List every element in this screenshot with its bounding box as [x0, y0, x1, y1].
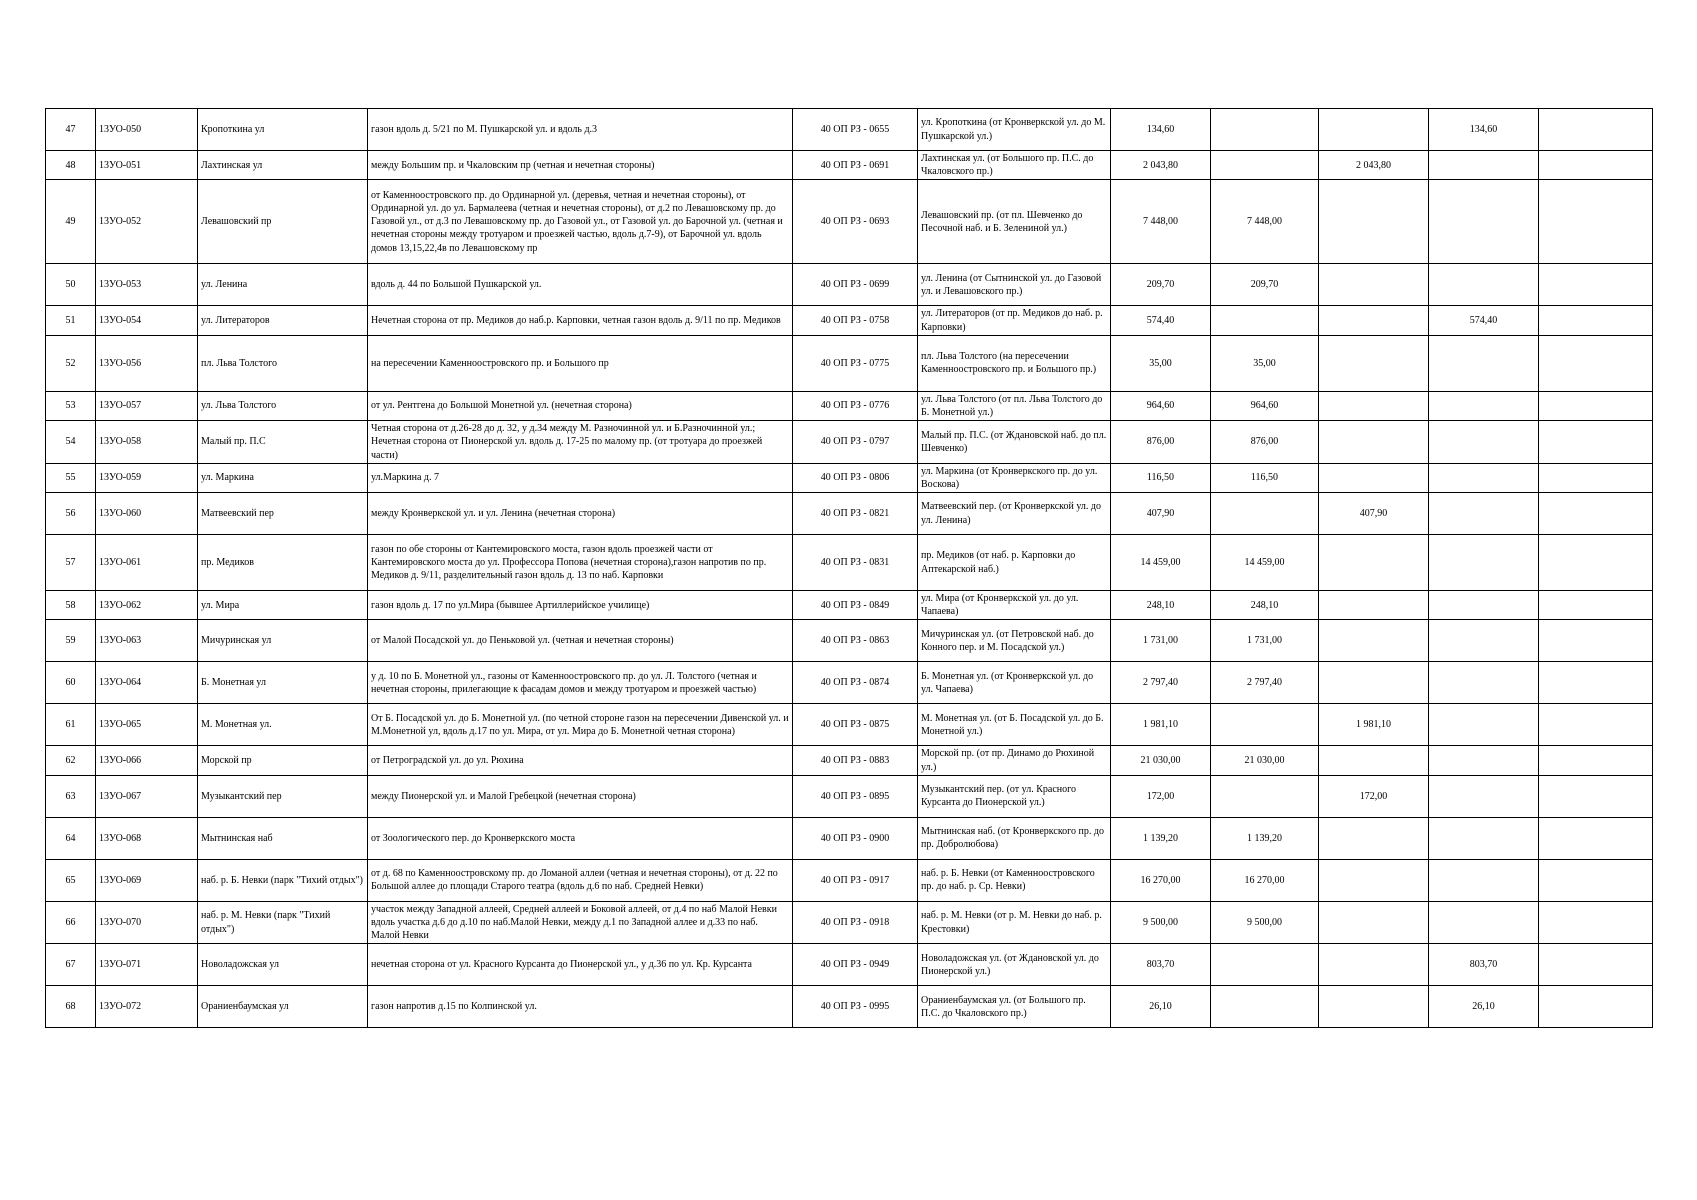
row-number-cell: 50 [46, 264, 96, 306]
row-number-cell: 66 [46, 901, 96, 944]
table-row [46, 746, 1653, 775]
total-area-cell: 116,50 [1111, 463, 1211, 492]
table-row [46, 620, 1653, 662]
location-description-cell: от Зоологического пер. до Кронверкского моста [368, 817, 793, 859]
category-1-area-cell [1211, 151, 1319, 180]
object-code-cell: 13УО-051 [96, 151, 198, 180]
street-name-cell: Музыкантский пер [198, 775, 368, 817]
street-name-cell: М. Монетная ул. [198, 704, 368, 746]
location-description-cell: от ул. Рентгена до Большой Монетной ул. (нечетная сторона) [368, 391, 793, 420]
street-name-cell: ул. Литераторов [198, 306, 368, 335]
road-id-cell: 40 ОП РЗ - 0831 [793, 535, 918, 591]
category-1-area-cell [1211, 944, 1319, 986]
road-id-cell: 40 ОП РЗ - 0699 [793, 264, 918, 306]
object-code-cell: 13УО-061 [96, 535, 198, 591]
green-zones-table [45, 108, 1653, 1028]
table-row [46, 493, 1653, 535]
total-area-cell: 134,60 [1111, 109, 1211, 151]
category-4-area-cell [1539, 335, 1653, 391]
category-3-area-cell [1429, 746, 1539, 775]
location-description-cell: между Большим пр. и Чкаловским пр (четная и нечетная стороны) [368, 151, 793, 180]
category-4-area-cell [1539, 493, 1653, 535]
road-section-cell: Матвеевский пер. (от Кронверкской ул. до ул. Ленина) [918, 493, 1111, 535]
category-1-area-cell [1211, 704, 1319, 746]
category-3-area-cell [1429, 493, 1539, 535]
road-id-cell: 40 ОП РЗ - 0949 [793, 944, 918, 986]
object-code-cell: 13УО-057 [96, 391, 198, 420]
category-2-area-cell: 1 981,10 [1319, 704, 1429, 746]
road-id-cell: 40 ОП РЗ - 0691 [793, 151, 918, 180]
table-row [46, 775, 1653, 817]
object-code-cell: 13УО-066 [96, 746, 198, 775]
category-2-area-cell [1319, 817, 1429, 859]
total-area-cell: 2 797,40 [1111, 662, 1211, 704]
location-description-cell: на пересечении Каменноостровского пр. и Большого пр [368, 335, 793, 391]
table-row [46, 817, 1653, 859]
category-3-area-cell: 26,10 [1429, 986, 1539, 1028]
road-id-cell: 40 ОП РЗ - 0895 [793, 775, 918, 817]
location-description-cell: между Пионерской ул. и Малой Гребецкой (нечетная сторона) [368, 775, 793, 817]
category-1-area-cell: 209,70 [1211, 264, 1319, 306]
road-id-cell: 40 ОП РЗ - 0863 [793, 620, 918, 662]
table-row [46, 986, 1653, 1028]
category-2-area-cell [1319, 306, 1429, 335]
road-section-cell: ул. Литераторов (от пр. Медиков до наб. р. Карповки) [918, 306, 1111, 335]
row-number-cell: 60 [46, 662, 96, 704]
row-number-cell: 51 [46, 306, 96, 335]
category-2-area-cell: 2 043,80 [1319, 151, 1429, 180]
row-number-cell: 53 [46, 391, 96, 420]
object-code-cell: 13УО-052 [96, 180, 198, 264]
row-number-cell: 55 [46, 463, 96, 492]
location-description-cell: Нечетная сторона от пр. Медиков до наб.р. Карповки, четная газон вдоль д. 9/11 по пр. Медиков [368, 306, 793, 335]
total-area-cell: 1 731,00 [1111, 620, 1211, 662]
category-2-area-cell [1319, 391, 1429, 420]
category-1-area-cell: 964,60 [1211, 391, 1319, 420]
location-description-cell: от Петроградской ул. до ул. Рюхина [368, 746, 793, 775]
category-1-area-cell: 7 448,00 [1211, 180, 1319, 264]
table-row [46, 421, 1653, 464]
category-4-area-cell [1539, 151, 1653, 180]
table-row [46, 264, 1653, 306]
category-3-area-cell: 803,70 [1429, 944, 1539, 986]
street-name-cell: Морской пр [198, 746, 368, 775]
category-4-area-cell [1539, 463, 1653, 492]
location-description-cell: газон напротив д.15 по Колпинской ул. [368, 986, 793, 1028]
category-3-area-cell [1429, 620, 1539, 662]
street-name-cell: Ораниенбаумская ул [198, 986, 368, 1028]
table-row [46, 109, 1653, 151]
street-name-cell: Левашовский пр [198, 180, 368, 264]
category-2-area-cell [1319, 109, 1429, 151]
object-code-cell: 13УО-064 [96, 662, 198, 704]
table-row [46, 662, 1653, 704]
category-2-area-cell [1319, 620, 1429, 662]
category-1-area-cell [1211, 306, 1319, 335]
category-4-area-cell [1539, 986, 1653, 1028]
total-area-cell: 1 981,10 [1111, 704, 1211, 746]
category-3-area-cell [1429, 151, 1539, 180]
category-1-area-cell [1211, 109, 1319, 151]
road-section-cell: пр. Медиков (от наб. р. Карповки до Аптекарской наб.) [918, 535, 1111, 591]
street-name-cell: наб. р. М. Невки (парк "Тихий отдых") [198, 901, 368, 944]
category-2-area-cell: 407,90 [1319, 493, 1429, 535]
total-area-cell: 2 043,80 [1111, 151, 1211, 180]
road-section-cell: ул. Мира (от Кронверкской ул. до ул. Чапаева) [918, 591, 1111, 620]
object-code-cell: 13УО-058 [96, 421, 198, 464]
row-number-cell: 56 [46, 493, 96, 535]
table-body [46, 109, 1653, 1028]
category-4-area-cell [1539, 944, 1653, 986]
total-area-cell: 964,60 [1111, 391, 1211, 420]
location-description-cell: От Б. Посадской ул. до Б. Монетной ул. (по четной стороне газон на пересечении Дивенской ул. и М.Монетной ул, вдоль д.17 по ул. Мира, от ул. Мира до Б. Монетной четная сторона) [368, 704, 793, 746]
table-row [46, 335, 1653, 391]
total-area-cell: 9 500,00 [1111, 901, 1211, 944]
category-2-area-cell [1319, 662, 1429, 704]
total-area-cell: 248,10 [1111, 591, 1211, 620]
road-section-cell: наб. р. М. Невки (от р. М. Невки до наб. р. Крестовки) [918, 901, 1111, 944]
road-id-cell: 40 ОП РЗ - 0693 [793, 180, 918, 264]
category-1-area-cell: 35,00 [1211, 335, 1319, 391]
object-code-cell: 13УО-060 [96, 493, 198, 535]
object-code-cell: 13УО-065 [96, 704, 198, 746]
category-3-area-cell [1429, 421, 1539, 464]
street-name-cell: Мичуринская ул [198, 620, 368, 662]
road-section-cell: Малый пр. П.С. (от Ждановской наб. до пл. Шевченко) [918, 421, 1111, 464]
category-4-area-cell [1539, 535, 1653, 591]
category-1-area-cell: 116,50 [1211, 463, 1319, 492]
category-2-area-cell [1319, 180, 1429, 264]
location-description-cell: ул.Маркина д. 7 [368, 463, 793, 492]
object-code-cell: 13УО-063 [96, 620, 198, 662]
street-name-cell: Новоладожская ул [198, 944, 368, 986]
road-section-cell: Мытнинская наб. (от Кронверкского пр. до пр. Добролюбова) [918, 817, 1111, 859]
row-number-cell: 54 [46, 421, 96, 464]
category-2-area-cell [1319, 901, 1429, 944]
road-id-cell: 40 ОП РЗ - 0655 [793, 109, 918, 151]
category-3-area-cell [1429, 463, 1539, 492]
road-id-cell: 40 ОП РЗ - 0797 [793, 421, 918, 464]
table-row [46, 704, 1653, 746]
road-section-cell: пл. Льва Толстого (на пересечении Каменноостровского пр. и Большого пр.) [918, 335, 1111, 391]
total-area-cell: 876,00 [1111, 421, 1211, 464]
category-4-area-cell [1539, 817, 1653, 859]
street-name-cell: ул. Льва Толстого [198, 391, 368, 420]
row-number-cell: 61 [46, 704, 96, 746]
category-1-area-cell [1211, 493, 1319, 535]
road-id-cell: 40 ОП РЗ - 0776 [793, 391, 918, 420]
table-row [46, 306, 1653, 335]
category-2-area-cell [1319, 421, 1429, 464]
total-area-cell: 1 139,20 [1111, 817, 1211, 859]
category-1-area-cell: 16 270,00 [1211, 859, 1319, 901]
street-name-cell: Кропоткина ул [198, 109, 368, 151]
category-2-area-cell [1319, 859, 1429, 901]
category-3-area-cell [1429, 180, 1539, 264]
road-section-cell: ул. Кропоткина (от Кронверкской ул. до М. Пушкарской ул.) [918, 109, 1111, 151]
location-description-cell: нечетная сторона от ул. Красного Курсанта до Пионерской ул., у д.36 по ул. Кр. Курсанта [368, 944, 793, 986]
location-description-cell: у д. 10 по Б. Монетной ул., газоны от Каменноостровского пр. до ул. Л. Толстого (четная и нечетная стороны, прилегающие к фасадам домов и между тротуаром и проезжей частью) [368, 662, 793, 704]
category-1-area-cell: 21 030,00 [1211, 746, 1319, 775]
category-3-area-cell: 574,40 [1429, 306, 1539, 335]
row-number-cell: 58 [46, 591, 96, 620]
table-row [46, 463, 1653, 492]
category-3-area-cell [1429, 859, 1539, 901]
category-4-area-cell [1539, 591, 1653, 620]
total-area-cell: 7 448,00 [1111, 180, 1211, 264]
road-id-cell: 40 ОП РЗ - 0775 [793, 335, 918, 391]
category-2-area-cell [1319, 535, 1429, 591]
object-code-cell: 13УО-053 [96, 264, 198, 306]
category-4-area-cell [1539, 306, 1653, 335]
road-id-cell: 40 ОП РЗ - 0849 [793, 591, 918, 620]
category-2-area-cell [1319, 591, 1429, 620]
road-section-cell: Морской пр. (от пр. Динамо до Рюхиной ул.) [918, 746, 1111, 775]
road-section-cell: Ораниенбаумская ул. (от Большого пр. П.С. до Чкаловского пр.) [918, 986, 1111, 1028]
category-4-area-cell [1539, 746, 1653, 775]
total-area-cell: 35,00 [1111, 335, 1211, 391]
category-3-area-cell [1429, 335, 1539, 391]
road-id-cell: 40 ОП РЗ - 0874 [793, 662, 918, 704]
street-name-cell: пр. Медиков [198, 535, 368, 591]
category-1-area-cell: 876,00 [1211, 421, 1319, 464]
street-name-cell: наб. р. Б. Невки (парк "Тихий отдых") [198, 859, 368, 901]
document-page [45, 108, 1652, 1028]
location-description-cell: газон вдоль д. 5/21 по М. Пушкарской ул. и вдоль д.3 [368, 109, 793, 151]
row-number-cell: 49 [46, 180, 96, 264]
road-id-cell: 40 ОП РЗ - 0806 [793, 463, 918, 492]
road-id-cell: 40 ОП РЗ - 0758 [793, 306, 918, 335]
object-code-cell: 13УО-050 [96, 109, 198, 151]
category-3-area-cell [1429, 901, 1539, 944]
road-section-cell: М. Монетная ул. (от Б. Посадской ул. до Б. Монетной ул.) [918, 704, 1111, 746]
road-section-cell: Лахтинская ул. (от Большого пр. П.С. до Чкаловского пр.) [918, 151, 1111, 180]
road-section-cell: Б. Монетная ул. (от Кронверкской ул. до ул. Чапаева) [918, 662, 1111, 704]
object-code-cell: 13УО-067 [96, 775, 198, 817]
category-2-area-cell: 172,00 [1319, 775, 1429, 817]
total-area-cell: 803,70 [1111, 944, 1211, 986]
road-section-cell: наб. р. Б. Невки (от Каменноостровского пр. до наб. р. Ср. Невки) [918, 859, 1111, 901]
road-id-cell: 40 ОП РЗ - 0883 [793, 746, 918, 775]
object-code-cell: 13УО-068 [96, 817, 198, 859]
street-name-cell: пл. Льва Толстого [198, 335, 368, 391]
object-code-cell: 13УО-056 [96, 335, 198, 391]
street-name-cell: Б. Монетная ул [198, 662, 368, 704]
location-description-cell: газон вдоль д. 17 по ул.Мира (бывшее Артиллерийское училище) [368, 591, 793, 620]
total-area-cell: 21 030,00 [1111, 746, 1211, 775]
category-2-area-cell [1319, 264, 1429, 306]
object-code-cell: 13УО-072 [96, 986, 198, 1028]
total-area-cell: 209,70 [1111, 264, 1211, 306]
row-number-cell: 63 [46, 775, 96, 817]
road-id-cell: 40 ОП РЗ - 0821 [793, 493, 918, 535]
object-code-cell: 13УО-059 [96, 463, 198, 492]
road-id-cell: 40 ОП РЗ - 0995 [793, 986, 918, 1028]
road-section-cell: Левашовский пр. (от пл. Шевченко до Песочной наб. и Б. Зелениной ул.) [918, 180, 1111, 264]
category-1-area-cell [1211, 775, 1319, 817]
street-name-cell: ул. Ленина [198, 264, 368, 306]
road-section-cell: Мичуринская ул. (от Петровской наб. до Конного пер. и М. Посадской ул.) [918, 620, 1111, 662]
object-code-cell: 13УО-069 [96, 859, 198, 901]
row-number-cell: 52 [46, 335, 96, 391]
table-row [46, 901, 1653, 944]
road-id-cell: 40 ОП РЗ - 0917 [793, 859, 918, 901]
row-number-cell: 65 [46, 859, 96, 901]
category-2-area-cell [1319, 335, 1429, 391]
category-4-area-cell [1539, 421, 1653, 464]
road-section-cell: ул. Маркина (от Кронверкского пр. до ул. Воскова) [918, 463, 1111, 492]
total-area-cell: 26,10 [1111, 986, 1211, 1028]
location-description-cell: от Каменноостровского пр. до Ординарной ул. (деревья, четная и нечетная стороны), от Ординарной ул. до ул. Бармалеева (четная и нечетная стороны), от д.2 по Левашовскому пр. до Газовой ул., от д.3 по Левашовскому пр. до Газовой ул., от Газовой ул. до Барочной ул. (четная и нечетная стороны между тротуаром и проезжей частью, вдоль д.7-9), от Барочной ул. вдоль домов 13,15,22,4в по Левашовскому пр [368, 180, 793, 264]
table-row [46, 859, 1653, 901]
location-description-cell: от Малой Посадской ул. до Пеньковой ул. (четная и нечетная стороны) [368, 620, 793, 662]
category-1-area-cell: 1 731,00 [1211, 620, 1319, 662]
category-4-area-cell [1539, 264, 1653, 306]
total-area-cell: 574,40 [1111, 306, 1211, 335]
street-name-cell: ул. Мира [198, 591, 368, 620]
row-number-cell: 62 [46, 746, 96, 775]
row-number-cell: 68 [46, 986, 96, 1028]
road-section-cell: Музыкантский пер. (от ул. Красного Курсанта до Пионерской ул.) [918, 775, 1111, 817]
category-4-area-cell [1539, 859, 1653, 901]
table-row [46, 391, 1653, 420]
location-description-cell: от д. 68 по Каменноостровскому пр. до Ломаной аллеи (четная и нечетная стороны), от д. 22 по Большой аллее до площади Старого театра (вдоль д.6 по наб. Средней Невки) [368, 859, 793, 901]
total-area-cell: 14 459,00 [1111, 535, 1211, 591]
category-3-area-cell [1429, 264, 1539, 306]
category-1-area-cell [1211, 986, 1319, 1028]
row-number-cell: 64 [46, 817, 96, 859]
category-2-area-cell [1319, 944, 1429, 986]
location-description-cell: вдоль д. 44 по Большой Пушкарской ул. [368, 264, 793, 306]
road-section-cell: ул. Ленина (от Сытнинской ул. до Газовой ул. и Левашовского пр.) [918, 264, 1111, 306]
table-row [46, 151, 1653, 180]
row-number-cell: 67 [46, 944, 96, 986]
road-id-cell: 40 ОП РЗ - 0875 [793, 704, 918, 746]
category-3-area-cell [1429, 775, 1539, 817]
table-row [46, 180, 1653, 264]
category-4-area-cell [1539, 620, 1653, 662]
road-id-cell: 40 ОП РЗ - 0900 [793, 817, 918, 859]
category-3-area-cell [1429, 662, 1539, 704]
category-1-area-cell: 248,10 [1211, 591, 1319, 620]
category-2-area-cell [1319, 986, 1429, 1028]
category-3-area-cell [1429, 535, 1539, 591]
category-3-area-cell [1429, 591, 1539, 620]
category-3-area-cell [1429, 704, 1539, 746]
table-row [46, 535, 1653, 591]
object-code-cell: 13УО-071 [96, 944, 198, 986]
table-row [46, 944, 1653, 986]
category-4-area-cell [1539, 662, 1653, 704]
category-3-area-cell [1429, 391, 1539, 420]
row-number-cell: 59 [46, 620, 96, 662]
road-section-cell: ул. Льва Толстого (от пл. Льва Толстого до Б. Монетной ул.) [918, 391, 1111, 420]
category-3-area-cell [1429, 817, 1539, 859]
category-4-area-cell [1539, 109, 1653, 151]
table-row [46, 591, 1653, 620]
total-area-cell: 16 270,00 [1111, 859, 1211, 901]
location-description-cell: между Кронверкской ул. и ул. Ленина (нечетная сторона) [368, 493, 793, 535]
category-1-area-cell: 1 139,20 [1211, 817, 1319, 859]
category-4-area-cell [1539, 704, 1653, 746]
location-description-cell: Четная сторона от д.26-28 до д. 32, у д.34 между М. Разночинной ул. и Б.Разночинной ул.; Нечетная сторона от Пионерской ул. вдоль д. 17-25 по малому пр. (от тротуара до проезжей части) [368, 421, 793, 464]
category-1-area-cell: 2 797,40 [1211, 662, 1319, 704]
street-name-cell: Лахтинская ул [198, 151, 368, 180]
object-code-cell: 13УО-054 [96, 306, 198, 335]
total-area-cell: 407,90 [1111, 493, 1211, 535]
category-4-area-cell [1539, 775, 1653, 817]
row-number-cell: 47 [46, 109, 96, 151]
category-3-area-cell: 134,60 [1429, 109, 1539, 151]
object-code-cell: 13УО-070 [96, 901, 198, 944]
category-4-area-cell [1539, 901, 1653, 944]
location-description-cell: участок между Западной аллеей, Средней аллеей и Боковой аллеей, от д.4 по наб Малой Невки вдоль участка д.6 до д.10 по наб.Малой Невки, между д.1 по Западной аллее и д.33 по наб. Малой Невки [368, 901, 793, 944]
category-4-area-cell [1539, 180, 1653, 264]
total-area-cell: 172,00 [1111, 775, 1211, 817]
category-2-area-cell [1319, 463, 1429, 492]
street-name-cell: ул. Маркина [198, 463, 368, 492]
category-4-area-cell [1539, 391, 1653, 420]
row-number-cell: 48 [46, 151, 96, 180]
street-name-cell: Матвеевский пер [198, 493, 368, 535]
street-name-cell: Мытнинская наб [198, 817, 368, 859]
location-description-cell: газон по обе стороны от Кантемировского моста, газон вдоль проезжей части от Кантемировского моста до ул. Профессора Попова (нечетная сторона),газон напротив по пр. Медиков д. 9/11, разделительный газон вдоль д. 13 по наб. Карповки [368, 535, 793, 591]
category-1-area-cell: 14 459,00 [1211, 535, 1319, 591]
road-id-cell: 40 ОП РЗ - 0918 [793, 901, 918, 944]
category-2-area-cell [1319, 746, 1429, 775]
object-code-cell: 13УО-062 [96, 591, 198, 620]
road-section-cell: Новоладожская ул. (от Ждановской ул. до Пионерской ул.) [918, 944, 1111, 986]
row-number-cell: 57 [46, 535, 96, 591]
category-1-area-cell: 9 500,00 [1211, 901, 1319, 944]
street-name-cell: Малый пр. П.С [198, 421, 368, 464]
